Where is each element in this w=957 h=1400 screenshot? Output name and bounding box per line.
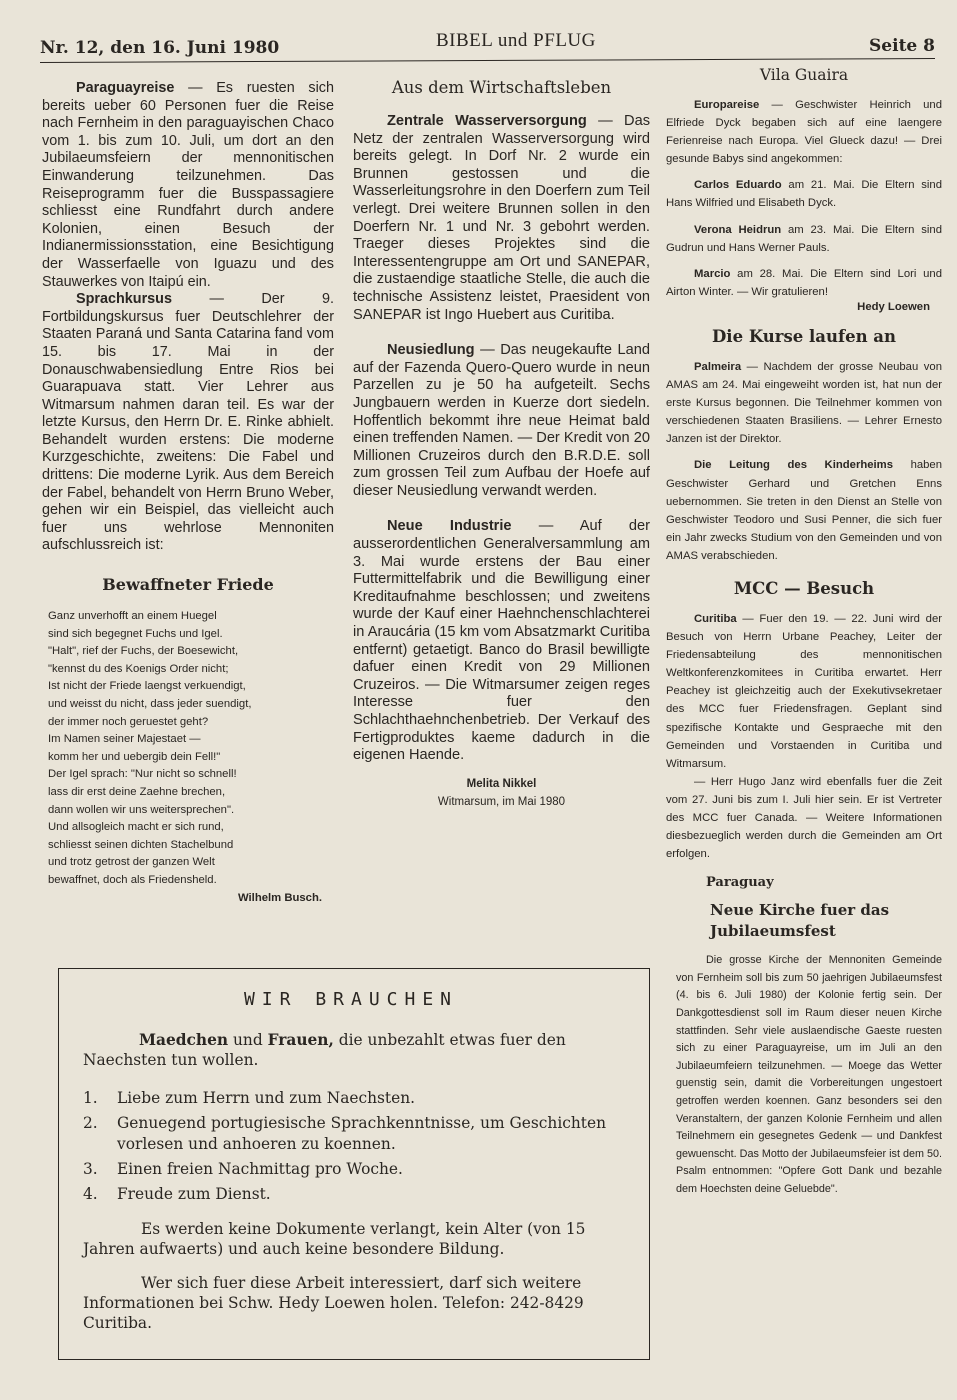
item-text: am 23. Mai. Die Eltern sind Gudrun und Hans Werner Pauls.: [666, 223, 942, 254]
header-rule: [40, 58, 935, 63]
poem-line: "Halt", rief der Fuchs, der Boesewicht,: [48, 645, 239, 658]
requirement-text: Genuegend portugiesische Sprachkenntnisse, um Geschichten vorlesen und anhoeren zu koennen.: [117, 1114, 606, 1153]
article-neue-industrie: [353, 518, 650, 764]
box-paragraph: Es werden keine Dokumente verlangt, kein Alter (von 15 Jahren aufwaerts) und auch keine besondere Bildung.: [83, 1220, 586, 1258]
requirement-item: [83, 1113, 619, 1155]
poem-line: und trotz getrost der ganzen Welt: [48, 856, 215, 869]
item-text: — Fuer den 19. — 22. Juni wird der Besuch von Herrn Urbane Peachey, Leiter der Friedensabteilung des mennonitischen Weltkonferenzkomitees in Curitiba erwartet. Herr Peachey ist gleichzeitig auch der Exekutivsekretaer des MCC fuer Friedensfragen. Geplant sind spezifische Kontakte und Gespraeche mit den Gemeinden und Vorstaenden in Curitiba und Witmarsum.: [666, 612, 942, 770]
article-label: Sprachkursus: [76, 291, 172, 308]
item-label: Carlos Eduardo: [694, 179, 782, 192]
box-paragraph: Wer sich fuer diese Arbeit interessiert, darf sich weitere Informationen bei Schw. Hedy Loewen holen. Telefon: 242-8429 Curitiba.: [83, 1274, 584, 1332]
article-text: — Es ruesten sich bereits ueber 60 Personen fuer die Reise nach Fernheim in den paraguayischen Chaco vom 1. bis zum 10. Juli, um dort an den Jubilaeumsfeiern der mennonitischen Einwanderung teilzunehmen. Das Reiseprogramm fuer die Busspassagiere schliesst eine Rundfahrt durch andere Kolonien, einen Besuch der Indianermissionsstation, eine Besichtigung der Wasserfaelle von Iguazu und des Stauwerkes von Itaipú ein.: [42, 80, 334, 290]
article-sprachkursus: [42, 291, 334, 555]
box-intro: [83, 1030, 619, 1070]
requirement-number: 4.: [83, 1185, 98, 1203]
news-item: [666, 176, 942, 212]
article-wasserversorgung: [353, 113, 650, 324]
section-heading: Paraguay: [706, 875, 774, 891]
poem-lines: [48, 608, 334, 890]
section-heading: MCC — Besuch: [733, 578, 875, 598]
requirement-number: 3.: [83, 1160, 98, 1178]
article-text: Die grosse Kirche der Mennoniten Gemeinde von Fernheim soll bis zum 50 jaehrigen Jubilaeumsfest (4. bis 6. Juli 1980) der Kolonie fertig sein. Der Dankgottesdienst soll im Raum dieser neuen Kirche stattfinden. Sehr viele auslaendische Gaeste ruesten sich zu einer Paraguayreise, um im Juli an den Jubilaeumfeiern teilzunehmen. — Moege das Wetter guenstig sein, damit die Vorbereitungen ungestoert getroffen werden koennen. Ganz besonders sei den Veranstaltern, der ganzen Kolonie Fernheim und allen Teilnehmern ein gesegnetes Gedenk — und Dankfest gewuenscht. Das Motto der Jubilaeumsfeier ist dem 50. Psalm entnommen: "Opfere Gott Dank und bezahle dem Hoechsten deine Geluebde".: [676, 954, 942, 1195]
article-label: Neusiedlung: [387, 342, 475, 359]
requirement-item: [83, 1159, 619, 1180]
poem-line: Im Namen seiner Majestaet —: [48, 733, 201, 746]
publication-title: BIBEL und PFLUG: [436, 30, 596, 51]
poem-line: komm her und uebergib dein Fell!": [48, 750, 221, 763]
box-title: WIR BRAUCHEN: [243, 989, 459, 1010]
article-paraguayreise: [42, 80, 334, 291]
poem-line: und weisst du nicht, dass jeder suendigt,: [48, 698, 252, 710]
news-item: [666, 456, 942, 565]
page-header: [40, 30, 935, 66]
poem-line: Ist nicht der Friede laengst verkuendigt,: [48, 680, 246, 693]
item-text: am 21. Mai. Die Eltern sind Hans Wilfried und Elisabeth Dyck.: [666, 179, 942, 210]
item-text: am 28. Mai. Die Eltern sind Lori und Airton Winter. — Wir gratulieren!: [666, 267, 942, 298]
article-text: — Auf der ausserordentlichen Generalversammlung am 3. Mai wurde erstens der Bau einer Futtermittelfabrik und die Bewilligung einer Kreditaufnahme beschlossen; und zweitens wurde der Kauf einer Haehnchenschlachterei in Araucária (15 km vom Absatzmarkt Curitiba entfernt) getaetigt. Banco do Brasil bewilligte dafuer einen Kredit von 29 Millionen Cruzeiros. — Die Witmarsumer zeigen reges Interesse fuer den Schlachthaehnchenbetrieb. Der Verkauf des Fertigproduktes kaeme dadurch in die eigenen Haende.: [353, 518, 651, 764]
article-text: — Das neugekaufte Land auf der Fazenda Quero-Quero wurde in neun Parzellen zu je 50 ha aufgeteilt. Sechs Jungbauern werden in Kuerze dort siedeln. Hoffentlich bekommt ihre neue Heimat bald einen treffenden Namen. — Der Kredit von 20 Millionen Cruzeiros durch den B.R.D.E. soll zum grossen Teil zum Aufbau der Hoefe auf dieser Neusiedlung verwandt werden.: [353, 342, 650, 499]
signature: Hedy Loewen: [857, 300, 930, 313]
section-heading: Aus dem Wirtschaftsleben: [391, 78, 612, 97]
requirements-list: [83, 1088, 619, 1205]
requirement-item: [83, 1088, 619, 1109]
column-middle: [353, 78, 650, 811]
article-label: Zentrale Wasserversorgung: [387, 113, 587, 129]
intro-text: und: [228, 1031, 268, 1049]
column-right: [666, 66, 942, 1199]
requirement-text: Freude zum Dienst.: [117, 1185, 271, 1203]
article-label: Paraguayreise: [76, 80, 175, 96]
article-label: Neue Industrie: [387, 518, 512, 535]
news-item: [666, 358, 942, 448]
article-neusiedlung: [353, 342, 650, 500]
requirement-item: [83, 1184, 619, 1205]
intro-text: die unbezahlt etwas fuer den Naechsten tun wollen.: [83, 1031, 566, 1069]
requirement-text: Liebe zum Herrn und zum Naechsten.: [117, 1089, 416, 1107]
requirement-number: 2.: [83, 1114, 98, 1132]
poem-title: Bewaffneter Friede: [102, 575, 274, 595]
item-label: Die Leitung des Kinderheims: [694, 459, 893, 472]
signature-name: Melita Nikkel: [466, 777, 537, 790]
column-left: [42, 80, 334, 907]
article-text: — Der 9. Fortbildungskursus fuer Deutschlehrer der Staaten Paraná und Santa Catarina fand vom 15. bis 17. Mai in der Donauschwabensiedlung Entre Rios bei Guarapuava statt. Vier Lehrer aus Witmarsum nahmen daran teil. Es war der letzte Kursus, den Herrn Dr. E. Rinke abhielt. Behandelt wurden erstens: Die moderne Kurzgeschichte, zweitens: Die Fabel und drittens: Die moderne Lyrik. Aus dem Bereich der Fabel, behandelt von Herrn Bruno Weber, gehen wir ein Beispiel, das vielleicht auch fuer uns wehrlose Mennoniten aufschlussreich ist:: [42, 291, 334, 554]
item-label: Curitiba: [694, 612, 737, 625]
news-item: [666, 610, 942, 773]
poem-line: dann wollen wir uns weitersprechen".: [48, 803, 235, 816]
poem-line: "kennst du des Koenigs Order nicht;: [48, 662, 229, 675]
intro-bold: Frauen,: [267, 1031, 334, 1049]
item-text: haben Geschwister Gerhard und Gretchen Enns uebernommen. Sie treten in den Dienst an Stelle von Geschwister Teodoro und Susi Penner, die sich fuer ein Jahr zwecks Studium von den Gemeinden und von AMAS verabschieden.: [666, 459, 942, 562]
poem-line: schliesst seinen dichten Stachelbund: [48, 838, 234, 851]
requirement-number: 1.: [83, 1089, 98, 1107]
item-label: Europareise: [694, 99, 760, 111]
poem-line: Und allsogleich macht er sich rund,: [48, 821, 224, 834]
page-number: Seite 8: [869, 36, 935, 56]
requirement-text: Einen freien Nachmittag pro Woche.: [117, 1160, 403, 1178]
item-label: Palmeira: [694, 360, 742, 373]
poem-line: lass dir erst deine Zaehne brechen,: [48, 785, 226, 798]
news-item: — Herr Hugo Janz wird ebenfalls fuer die Zeit vom 27. Juni bis zum I. Juli hier sein. Er ist Vertreter des MCC fuer Canada. — Weitere Informationen diesbezueglich werden durch die Gemeinden am Ort erfolgen.: [666, 775, 942, 861]
news-item: [666, 265, 942, 301]
news-item: [666, 221, 942, 257]
poem-line: Der Igel sprach: "Nur nicht so schnell!: [48, 768, 237, 781]
issue-date: Nr. 12, den 16. Juni 1980: [40, 38, 280, 58]
section-heading: Die Kurse laufen an: [712, 326, 896, 346]
signature-place: Witmarsum, im Mai 1980: [437, 795, 566, 808]
poem-line: Ganz unverhofft an einem Huegel: [48, 610, 217, 623]
poem-line: der immer noch geruestet geht?: [48, 715, 209, 728]
section-heading: Vila Guaira: [759, 66, 849, 84]
wanted-box: [58, 968, 650, 1360]
article-text: — Das Netz der zentralen Wasserversorgung wird bereits gelegt. In Dorf Nr. 2 wurde ein Brunnen gestossen und die Wasserleitungsrohre in den Doerfern zum Teil verlegt. Drei weitere Brunnen sollen in den Doerfern Nr. 1 und Nr. 3 gebohrt werden. Traeger dieses Projektes sind die Interessentengruppe am Ort und SANEPAR, die zustaendige staatliche Stelle, die auch die technische Assistenz leistet, Praesident von SANEPAR ist Ingo Huebert aus Curitiba.: [353, 113, 651, 323]
signature: [353, 775, 650, 811]
poem: [42, 608, 334, 907]
news-item: [666, 96, 942, 168]
item-text: — Geschwister Heinrich und Elfriede Dyck begaben sich auf eine laengere Ferienreise nach Europa. Viel Glueck dazu! — Drei gesunde Babys sind angekommen:: [666, 99, 942, 166]
item-label: Verona Heidrun: [694, 223, 782, 236]
item-label: Marcio: [694, 267, 731, 280]
item-text: — Nachdem der grosse Neubau von AMAS am 24. Mai eingeweiht worden ist, hat nun der erste Kursus begonnen. Die Teilnehmer kommen von verschiedenen Staaten Brasiliens. — Lehrer Ernesto Janzen ist der Direktor.: [666, 360, 942, 446]
poem-line: bewaffnet, doch als Friedensheld.: [48, 873, 217, 886]
poem-line: sind sich begegnet Fuchs und Igel.: [48, 627, 223, 640]
poem-author: Wilhelm Busch.: [237, 891, 322, 904]
intro-bold: Maedchen: [139, 1031, 229, 1049]
article-heading: Neue Kirche fuer das Jubilaeumsfest: [710, 901, 890, 941]
